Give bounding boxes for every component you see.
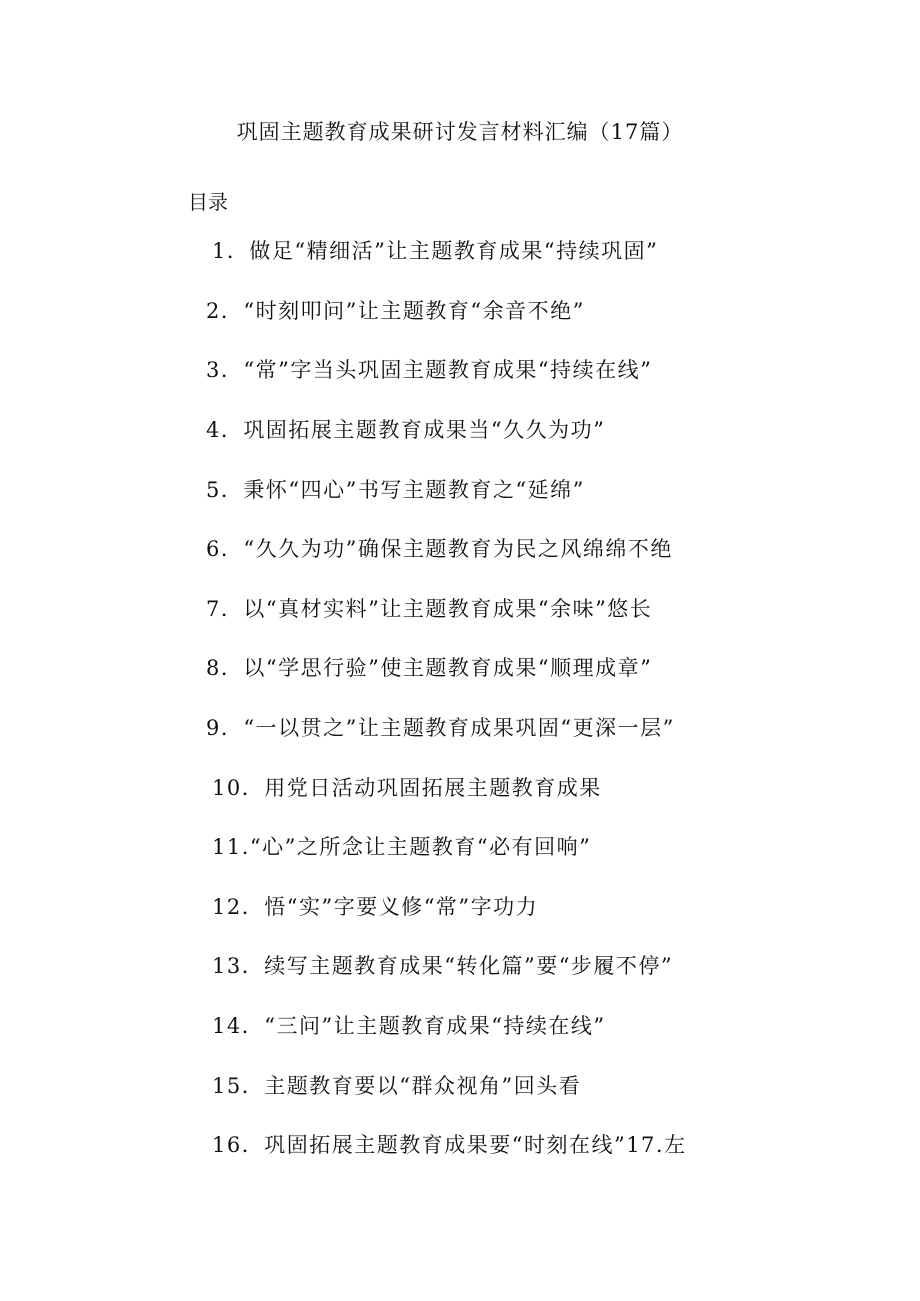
toc-item-6: 6．“久久为功”确保主题教育为民之风绵绵不绝 [206, 537, 673, 561]
toc-item-4: 4．巩固拓展主题教育成果当“久久为功” [206, 418, 606, 442]
toc-item-1: 1．做足“精细活”让主题教育成果“持续巩固” [212, 239, 659, 263]
toc-heading: 目录 [188, 190, 228, 214]
toc-item-15: 15．主题教育要以“群众视角”回头看 [212, 1074, 582, 1098]
toc-item-9: 9．“一以贯之”让主题教育成果巩固“更深一层” [206, 716, 675, 740]
toc-item-5: 5．秉怀“四心”书写主题教育之“延绵” [206, 478, 585, 502]
toc-item-12: 12．悟“实”字要义修“常”字功力 [212, 895, 539, 919]
toc-item-16: 16．巩固拓展主题教育成果要“时刻在线”17.左 [212, 1133, 687, 1157]
toc-item-3: 3．“常”字当头巩固主题教育成果“持续在线” [206, 358, 653, 382]
toc-item-2: 2．“时刻叩问”让主题教育“余音不绝” [206, 299, 585, 323]
toc-item-13: 13．续写主题教育成果“转化篇”要“步履不停” [212, 954, 674, 978]
toc-item-8: 8．以“学思行验”使主题教育成果“顺理成章” [206, 656, 653, 680]
toc-item-14: 14．“三问”让主题教育成果“持续在线” [212, 1014, 606, 1038]
toc-item-7: 7．以“真材实料”让主题教育成果“余味”悠长 [206, 597, 653, 621]
toc-item-11: 11.“心”之所念让主题教育“必有回响” [212, 835, 592, 859]
document-title: 巩固主题教育成果研讨发言材料汇编（17篇） [236, 120, 684, 144]
toc-item-10: 10．用党日活动巩固拓展主题教育成果 [212, 776, 602, 800]
